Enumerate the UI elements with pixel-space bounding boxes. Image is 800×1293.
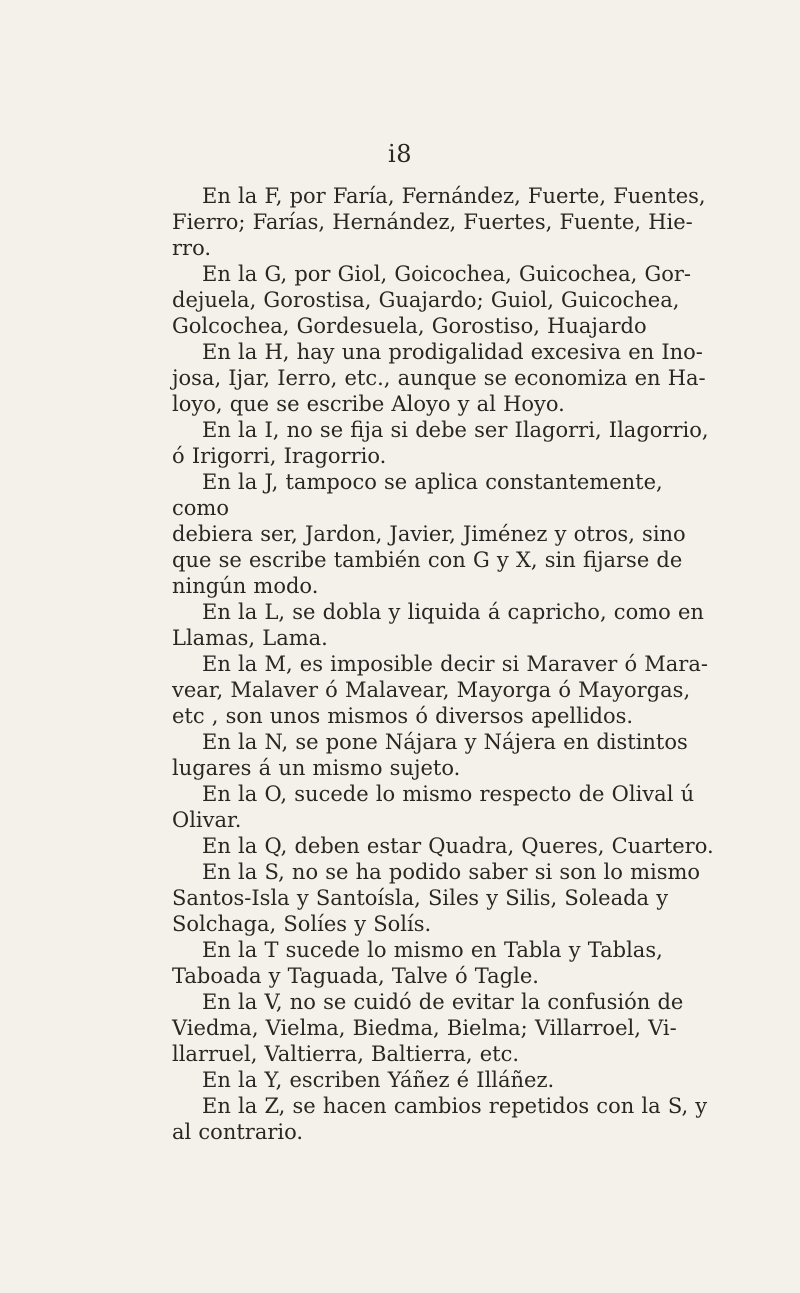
text-line: En la J, tampoco se aplica constantemente, como [172,470,663,520]
text-line: Llamas, Lama. [172,626,328,650]
paragraph [172,859,722,937]
text-line: ó Irigorri, Iragorrio. [172,444,387,468]
text-line: que se escribe también con G y X, sin fijarse de [172,548,683,572]
text-line: En la I, no se fija si debe ser Ilagorri, Ilagorrio, [202,418,709,442]
text-line: Santos-Isla y Santoísla, Siles y Silis, Soleada y [172,886,669,910]
paragraph [172,1067,722,1093]
text-line: Golcochea, Gordesuela, Gorostiso, Huajardo [172,314,647,338]
text-line: dejuela, Gorostisa, Guajardo; Guiol, Guicochea, [172,288,680,312]
paragraph [172,261,722,339]
text-line: Olivar. [172,808,242,832]
paragraph [172,937,722,989]
paragraph [172,599,722,651]
text-line: En la S, no se ha podido saber si son lo mismo [202,860,701,884]
text-line: En la G, por Giol, Goicochea, Guicochea, Gor- [202,262,692,286]
text-line: Solchaga, Solíes y Solís. [172,912,432,936]
paragraph [172,183,722,261]
text-line: lugares á un mismo sujeto. [172,756,461,780]
paragraph [172,1093,722,1145]
paragraph [172,417,722,469]
text-line: En la M, es imposible decir si Maraver ó Mara- [202,652,708,676]
page-number: i8 [388,140,412,168]
paragraph [172,469,722,599]
text-line: debiera ser, Jardon, Javier, Jiménez y otros, sino [172,522,686,546]
paragraph [172,989,722,1067]
text-line: ningún modo. [172,574,319,598]
text-line: En la N, se pone Nájara y Nájera en distintos [202,730,688,754]
paragraph [172,781,722,833]
body-text [172,183,722,1145]
paragraph [172,833,722,859]
paragraph [172,651,722,729]
text-line: En la L, se dobla y liquida á capricho, como en [202,600,704,624]
text-line: En la Y, escriben Yáñez é Illáñez. [202,1068,555,1092]
text-line: etc , son unos mismos ó diversos apellidos. [172,704,634,728]
text-line: En la O, sucede lo mismo respecto de Olival ú [202,782,695,806]
text-line: En la F, por Faría, Fernández, Fuerte, Fuentes, [202,184,706,208]
text-line: En la H, hay una prodigalidad excesiva en Ino- [202,340,703,364]
text-line: al contrario. [172,1120,304,1144]
text-line: En la Q, deben estar Quadra, Queres, Cuartero. [202,834,714,858]
text-line: En la T sucede lo mismo en Tabla y Tablas, [202,938,663,962]
text-line: llarruel, Valtierra, Baltierra, etc. [172,1042,520,1066]
paragraph [172,729,722,781]
text-line: En la V, no se cuidó de evitar la confusión de [202,990,684,1014]
text-line: En la Z, se hacen cambios repetidos con la S, y [202,1094,708,1118]
text-line: Taboada y Taguada, Talve ó Tagle. [172,964,539,988]
text-line: Viedma, Vielma, Biedma, Bielma; Villarroel, Vi- [172,1016,677,1040]
text-line: loyo, que se escribe Aloyo y al Hoyo. [172,392,565,416]
text-line: rro. [172,236,212,260]
text-line: Fierro; Farías, Hernández, Fuertes, Fuente, Hie- [172,210,693,234]
paragraph [172,339,722,417]
text-line: josa, Ijar, Ierro, etc., aunque se economiza en Ha- [172,366,706,390]
text-line: vear, Malaver ó Malavear, Mayorga ó Mayorgas, [172,678,691,702]
